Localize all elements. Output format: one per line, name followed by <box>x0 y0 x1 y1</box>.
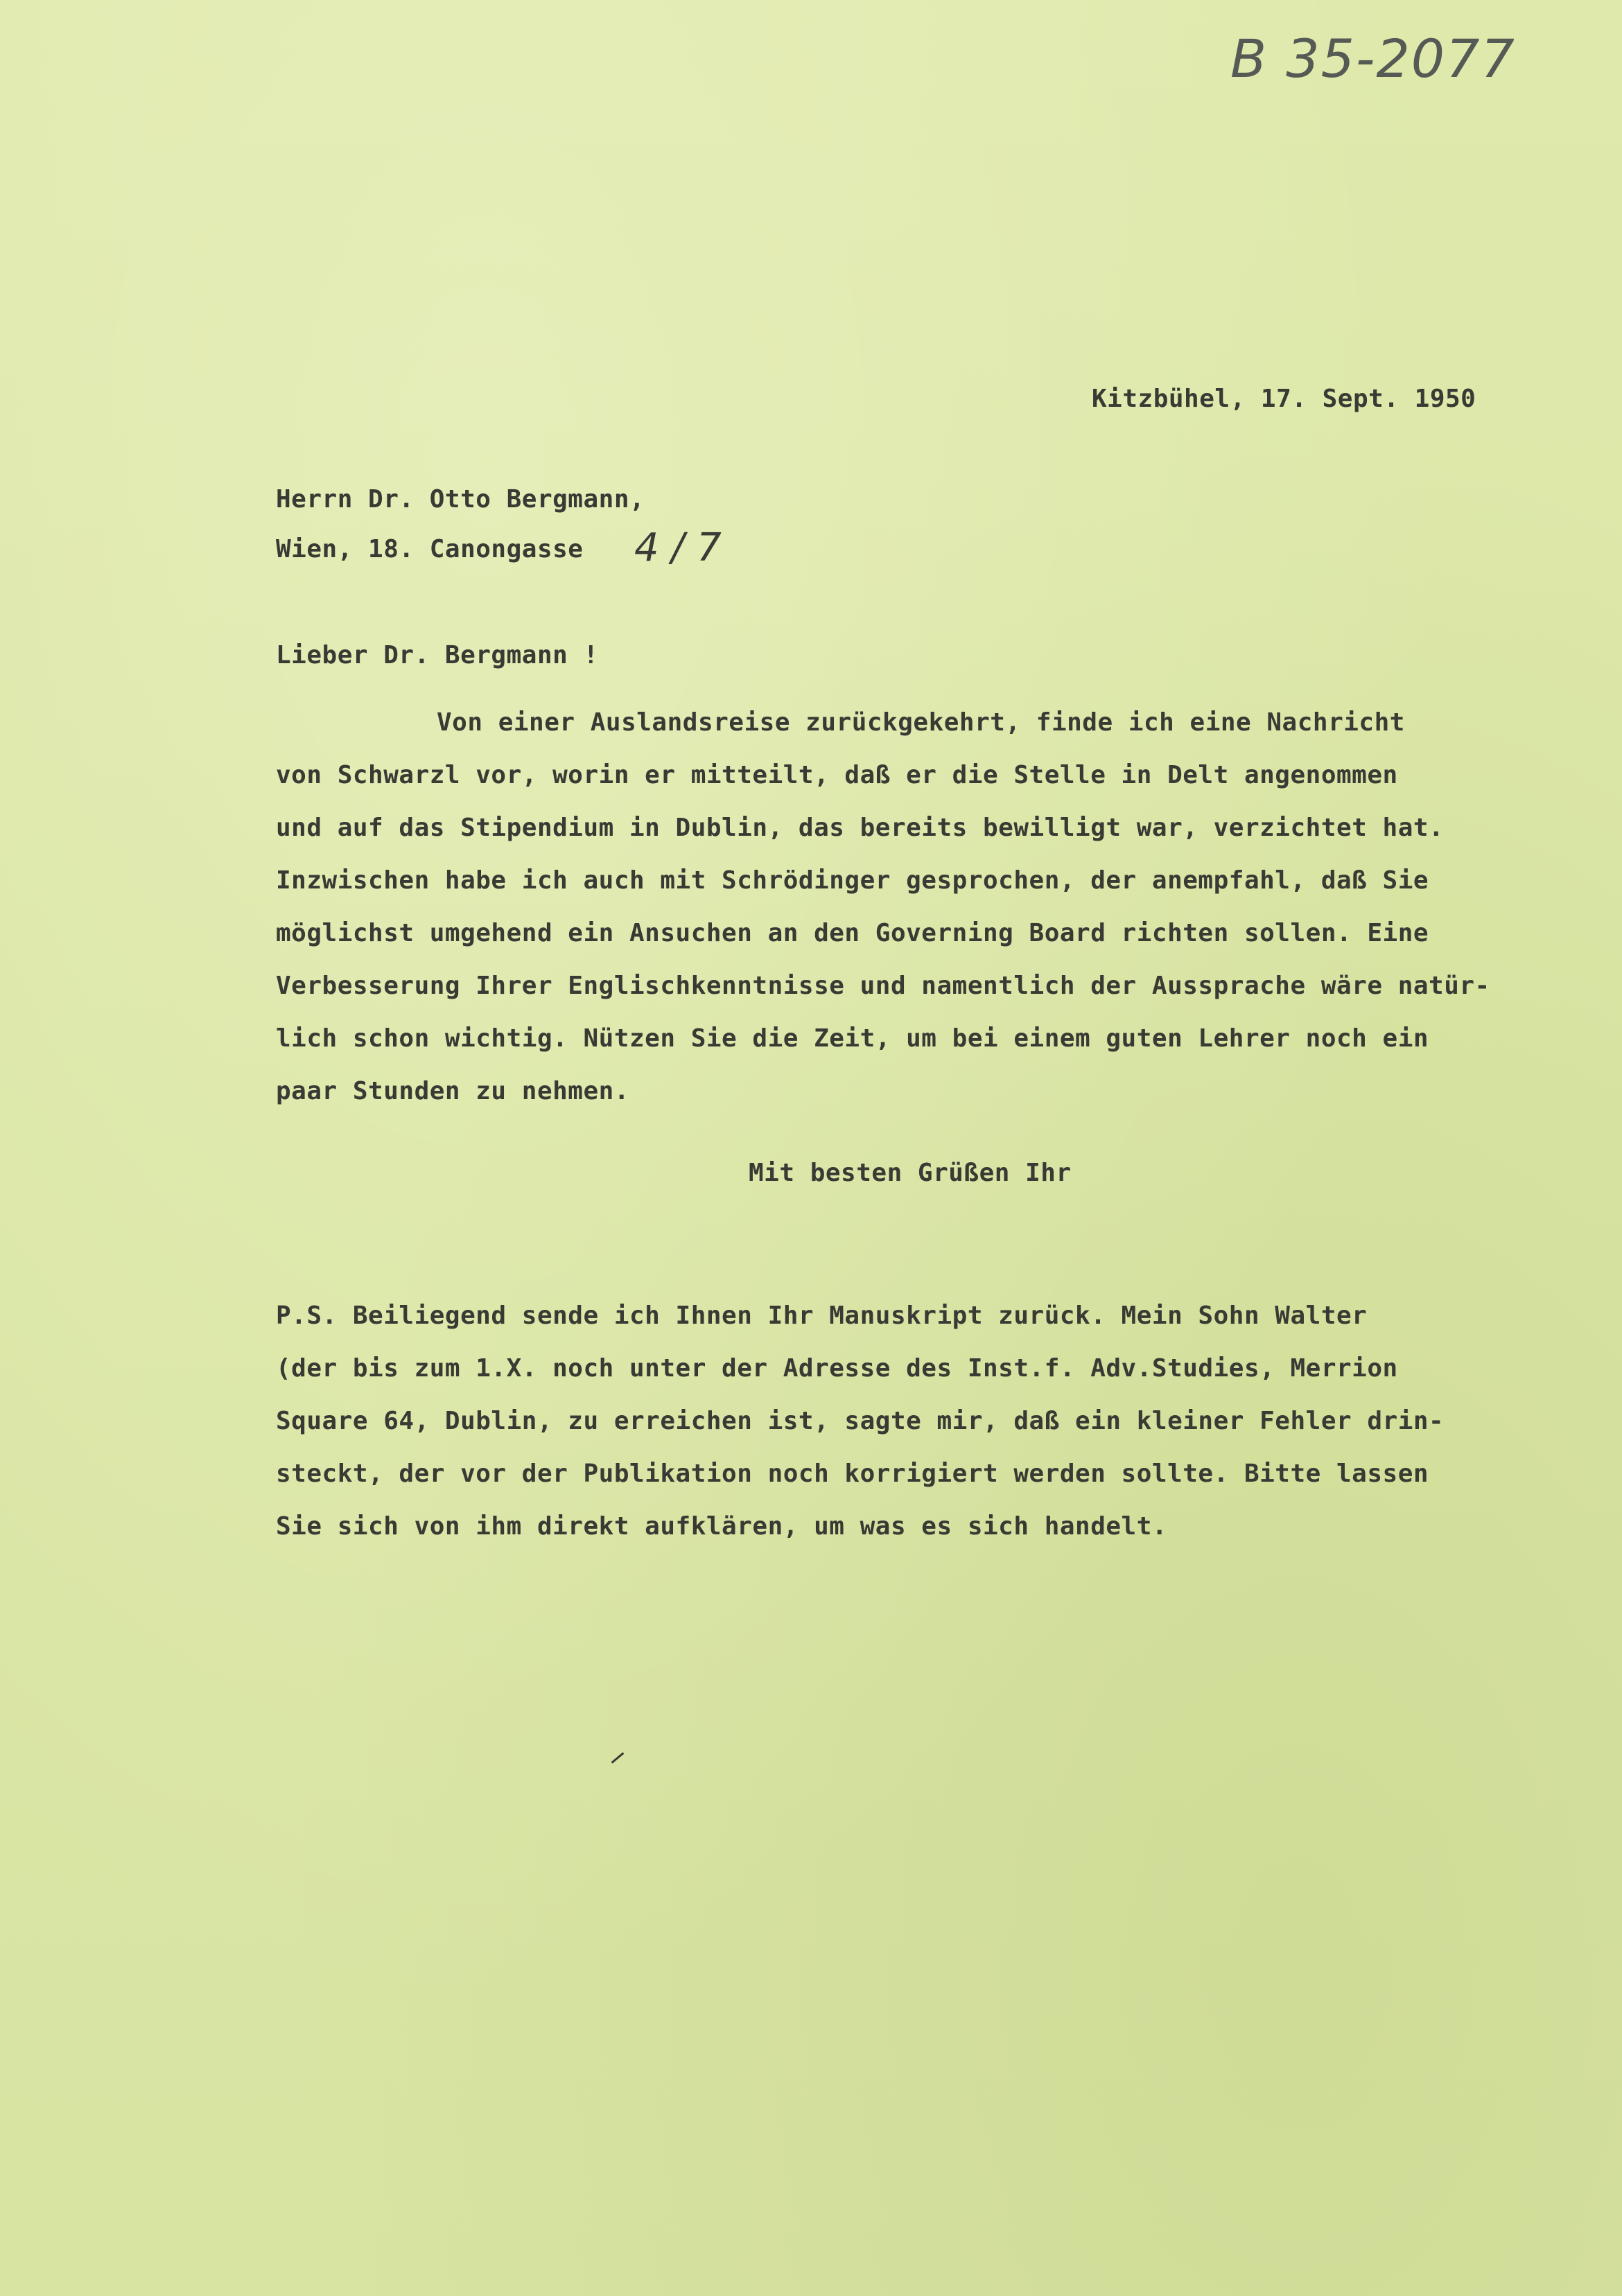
archive-number-mark: B 35-2077 <box>1230 28 1516 89</box>
recipient-name: Herrn Dr. Otto Bergmann, <box>276 485 645 514</box>
postscript-line: P.S. Beiliegend sende ich Ihnen Ihr Manuskript zurück. Mein Sohn Walter <box>276 1302 1368 1330</box>
body-line: Von einer Auslandsreise zurückgekehrt, finde ich eine Nachricht <box>437 708 1405 737</box>
postscript-line: steckt, der vor der Publikation noch korrigiert werden sollte. Bitte lassen <box>276 1460 1429 1488</box>
body-line: paar Stunden zu nehmen. <box>276 1077 629 1105</box>
body-line: Verbesserung Ihrer Englischkenntnisse und namentlich der Aussprache wäre natür- <box>276 972 1490 1000</box>
body-line: und auf das Stipendium in Dublin, das bereits bewilligt war, verzichtet hat. <box>276 814 1445 842</box>
body-line: Inzwischen habe ich auch mit Schrödinger gesprochen, der anempfahl, daß Sie <box>276 866 1429 895</box>
handwritten-house-number: 4 / 7 <box>634 525 722 570</box>
postscript-line: (der bis zum 1.X. noch unter der Adresse des Inst.f. Adv.Studies, Merrion <box>276 1354 1398 1383</box>
recipient-address: Wien, 18. Canongasse <box>276 535 584 563</box>
body-line: möglichst umgehend ein Ansuchen an den Governing Board richten sollen. Eine <box>276 919 1429 947</box>
salutation: Lieber Dr. Bergmann ! <box>276 641 599 669</box>
body-line: lich schon wichtig. Nützen Sie die Zeit, um bei einem guten Lehrer noch ein <box>276 1024 1429 1053</box>
body-line: von Schwarzl vor, worin er mitteilt, daß er die Stelle in Delt angenommen <box>276 761 1398 789</box>
place-date: Kitzbühel, 17. Sept. 1950 <box>1092 385 1476 413</box>
stray-pen-mark <box>611 1752 625 1763</box>
postscript-line: Square 64, Dublin, zu erreichen ist, sagte mir, daß ein kleiner Fehler drin- <box>276 1407 1445 1435</box>
closing: Mit besten Grüßen Ihr <box>749 1159 1072 1187</box>
postscript-line: Sie sich von ihm direkt aufklären, um was es sich handelt. <box>276 1512 1168 1541</box>
